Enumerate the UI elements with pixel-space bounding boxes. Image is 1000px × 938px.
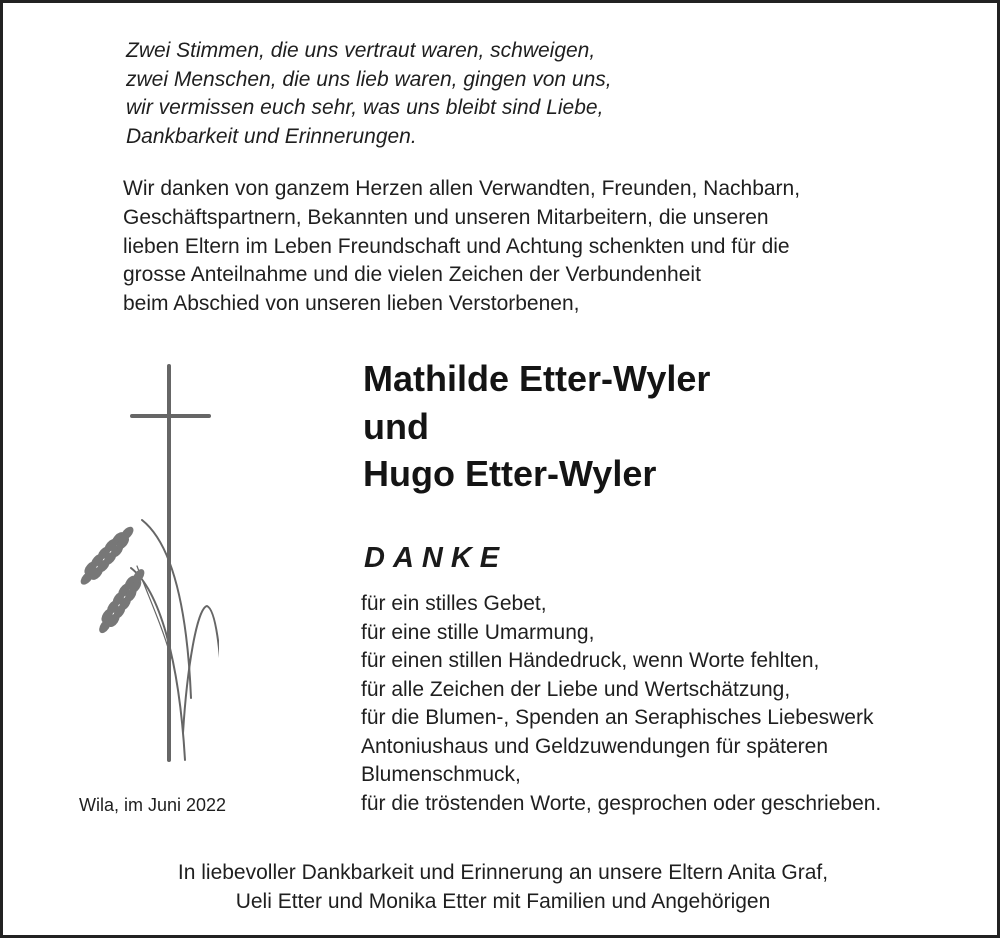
closing-line: In liebevoller Dankbarkeit und Erinnerung an unsere Eltern Anita Graf, [177,861,829,884]
deceased-names [363,355,710,498]
thanks-list [361,590,881,818]
poem-line: Zwei Stimmen, die uns vertraut waren, schweigen, [126,39,596,62]
thanks-list-item: für die Blumen-, Spenden an Seraphisches Liebeswerk [361,706,874,729]
thanks-line: Geschäftspartnern, Bekannten und unseren Mitarbeitern, die unseren [123,205,769,229]
poem [126,37,612,151]
thanks-list-item: für eine stille Umarmung, [361,620,595,644]
thanks-list-item: für einen stillen Händedruck, wenn Worte fehlten, [361,649,820,672]
thanks-list-item: für alle Zeichen der Liebe und Wertschätzung, [361,677,791,701]
poem-line: zwei Menschen, die uns lieb waren, gingen von uns, [126,67,612,91]
thanks-line: grosse Anteilnahme und die vielen Zeichen der Verbundenheit [123,263,701,287]
poem-line: Dankbarkeit und Erinnerungen. [126,124,417,148]
closing-signature [3,858,1000,916]
name-hugo: Hugo Etter-Wyler [363,453,657,494]
place-date: Wila, im Juni 2022 [79,795,227,815]
thanks-list-item: für die tröstenden Worte, gesprochen oder geschrieben. [361,791,882,815]
thanks-line: Wir danken von ganzem Herzen allen Verwandten, Freunden, Nachbarn, [123,177,801,200]
thanks-paragraph [123,175,800,319]
cross-with-wheat-icon [79,358,219,768]
poem-line: wir vermissen euch sehr, was uns bleibt sind Liebe, [126,96,604,120]
danke-heading: DANKE [364,542,508,574]
name-mathilde: Mathilde Etter-Wyler [363,358,711,399]
closing-line: Ueli Etter und Monika Etter mit Familien und Angehörigen [235,890,771,913]
name-connector: und [363,405,429,447]
thanks-line: beim Abschied von unseren lieben Verstorbenen, [123,292,580,316]
thanks-line: lieben Eltern im Leben Freundschaft und Achtung schenkten und für die [123,234,790,258]
thanks-list-item: für ein stilles Gebet, [361,592,547,615]
thanks-list-item: Antoniushaus und Geldzuwendungen für späteren [361,734,829,758]
thanks-list-item: Blumenschmuck, [361,763,521,786]
